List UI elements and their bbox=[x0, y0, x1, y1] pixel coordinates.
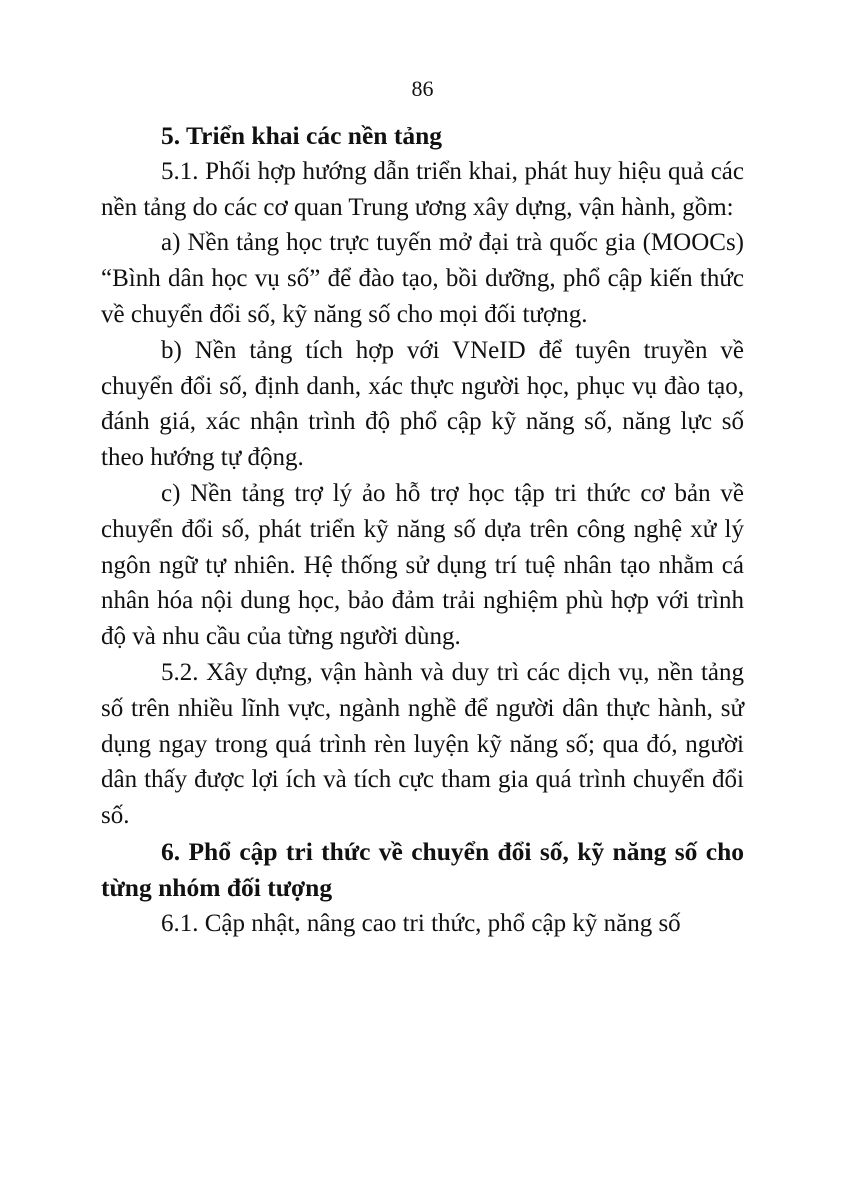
paragraph-5-2: 5.2. Xây dựng, vận hành và duy trì các dịch vụ, nền tảng số trên nhiều lĩnh vực, ngành nghề để người dân thực hành, sử dụng ngay trong quá trình rèn luyện kỹ năng số; qua đó, người dân thấy được lợi ích và tích cực tham gia quá trình chuyển đổi số. bbox=[101, 658, 744, 830]
paragraph-5-1: 5.1. Phối hợp hướng dẫn triển khai, phát huy hiệu quả các nền tảng do các cơ quan Trung ương xây dựng, vận hành, gồm: bbox=[101, 157, 744, 221]
paragraph-6-1: 6.1. Cập nhật, nâng cao tri thức, phổ cập kỹ năng số bbox=[161, 909, 681, 937]
page-number: 86 bbox=[411, 76, 434, 101]
paragraph-5-1-a: a) Nền tảng học trực tuyến mở đại trà quốc gia (MOOCs) “Bình dân học vụ số” để đào tạo, bồi dưỡng, phổ cập kiến thức về chuyển đổi số, kỹ năng số cho mọi đối tượng. bbox=[101, 229, 744, 328]
section-5-heading: 5. Triển khai các nền tảng bbox=[161, 121, 442, 150]
document-page bbox=[101, 72, 744, 941]
section-6-heading: 6. Phổ cập tri thức về chuyển đổi số, kỹ năng số cho từng nhóm đối tượng bbox=[101, 836, 744, 902]
paragraph-5-1-b: b) Nền tảng tích hợp với VNeID để tuyên truyền về chuyển đổi số, định danh, xác thực người học, phục vụ đào tạo, đánh giá, xác nhận trình độ phổ cập kỹ năng số, năng lực số theo hướng tự động. bbox=[101, 336, 744, 472]
paragraph-5-1-c: c) Nền tảng trợ lý ảo hỗ trợ học tập tri thức cơ bản về chuyển đổi số, phát triển kỹ năng số dựa trên công nghệ xử lý ngôn ngữ tự nhiên. Hệ thống sử dụng trí tuệ nhân tạo nhằm cá nhân hóa nội dung học, bảo đảm trải nghiệm phù hợp với trình độ và nhu cầu của từng người dùng. bbox=[101, 479, 744, 651]
